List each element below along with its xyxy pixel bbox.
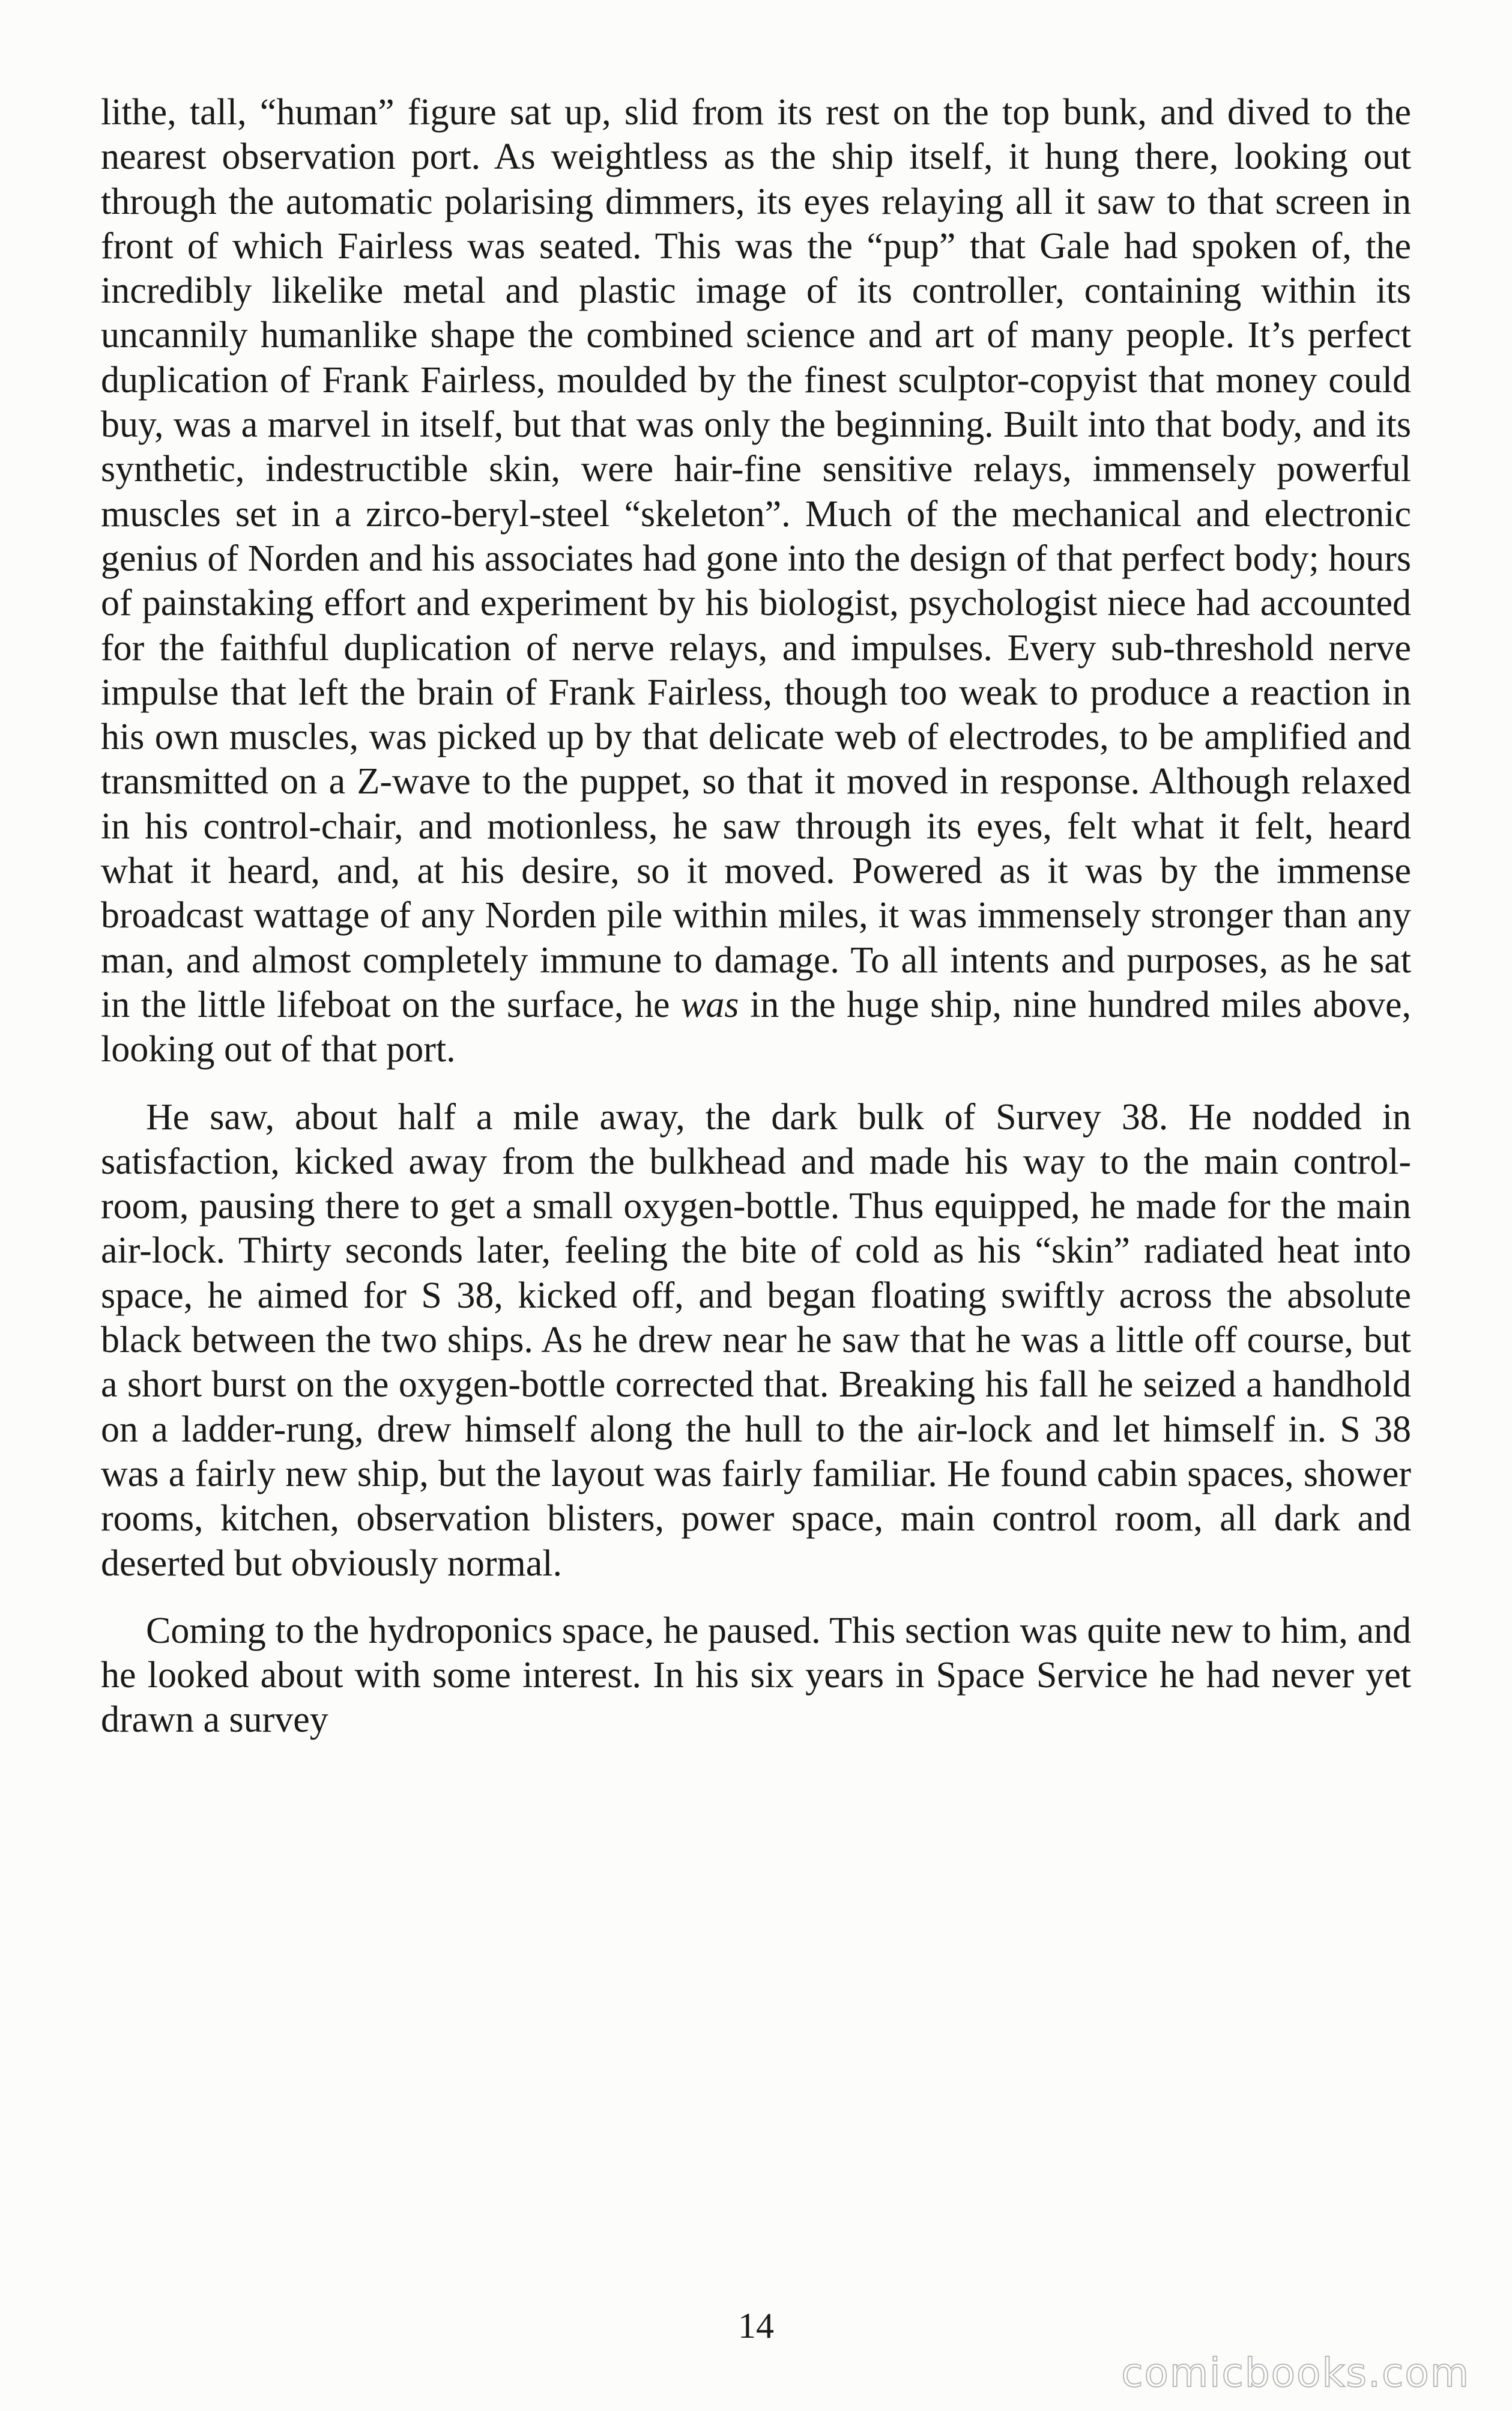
page-number: 14 (738, 2306, 774, 2346)
paragraph-1 (101, 90, 1411, 1072)
watermark: comicbooks.com (1121, 2350, 1470, 2396)
paragraph-1-emphasis: was (681, 984, 739, 1025)
paragraph-3-text: Coming to the hydroponics space, he paused. This section was quite new to him, and he looked about with some interest. In his six years in Space Service he had never yet drawn a survey (101, 1610, 1411, 1741)
paragraph-2 (101, 1095, 1411, 1586)
paragraph-1-tail: in the huge ship, nine hundred miles above, looking out of that port. (101, 984, 1411, 1070)
paragraph-2-text: He saw, about half a mile away, the dark bulk of Survey 38. He nodded in satisfaction, kicked away from the bulkhead and made his way to the main control-room, pausing there to get a small oxygen-bottle. Thus equipped, he made for the main air-lock. Thirty seconds later, feeling the bite of cold as his “skin” radiated heat into space, he aimed for S 38, kicked off, and began floating swiftly across the absolute black between the two ships. As he drew near he saw that he was a little off course, but a short burst on the oxygen-bottle corrected that. Breaking his fall he seized a handhold on a ladder-rung, drew himself along the hull to the air-lock and let himself in. S 38 was a fairly new ship, but the layout was fairly familiar. He found cabin spaces, shower rooms, kitchen, observation blisters, power space, main control room, all dark and deserted but obviously normal. (101, 1096, 1411, 1584)
paragraph-3 (101, 1609, 1411, 1742)
paragraph-1-text: lithe, tall, “human” figure sat up, slid from its rest on the top bunk, and dived to the nearest observation port. As weightless as the ship itself, it hung there, looking out through the automatic polarising dimmers, its eyes relaying all it saw to that screen in front of which Fairless was seated. This was the “pup” that Gale had spoken of, the incredibly likelike metal and plastic image of its controller, containing within its uncannily humanlike shape the combined science and art of many people. It’s perfect duplication of Frank Fairless, moulded by the finest sculptor-copyist that money could buy, was a marvel in itself, but that was only the beginning. Built into that body, and its synthetic, indestructible skin, were hair-fine sensitive relays, immensely powerful muscles set in a zirco-beryl-steel “skeleton”. Much of the mechanical and electronic genius of Norden and his associates had gone into the design of that perfect body; hours of painstaking effort and experiment by his biologist, psychologist niece had accounted for the faithful duplication of nerve relays, and impulses. Every sub-threshold nerve impulse that left the brain of Frank Fairless, though too weak to produce a reaction in his own muscles, was picked up by that delicate web of electrodes, to be amplified and transmitted on a Z-wave to the puppet, so that it moved in response. Although relaxed in his control-chair, and motionless, he saw through its eyes, felt what it felt, heard what it heard, and, at his desire, so it moved. Powered as it was by the immense broadcast wattage of any Norden pile within miles, it was immensely stronger than any man, and almost completely immune to damage. To all intents and purposes, as he sat in the little lifeboat on the surface, he (101, 92, 1411, 1025)
body-text (101, 90, 1411, 1742)
